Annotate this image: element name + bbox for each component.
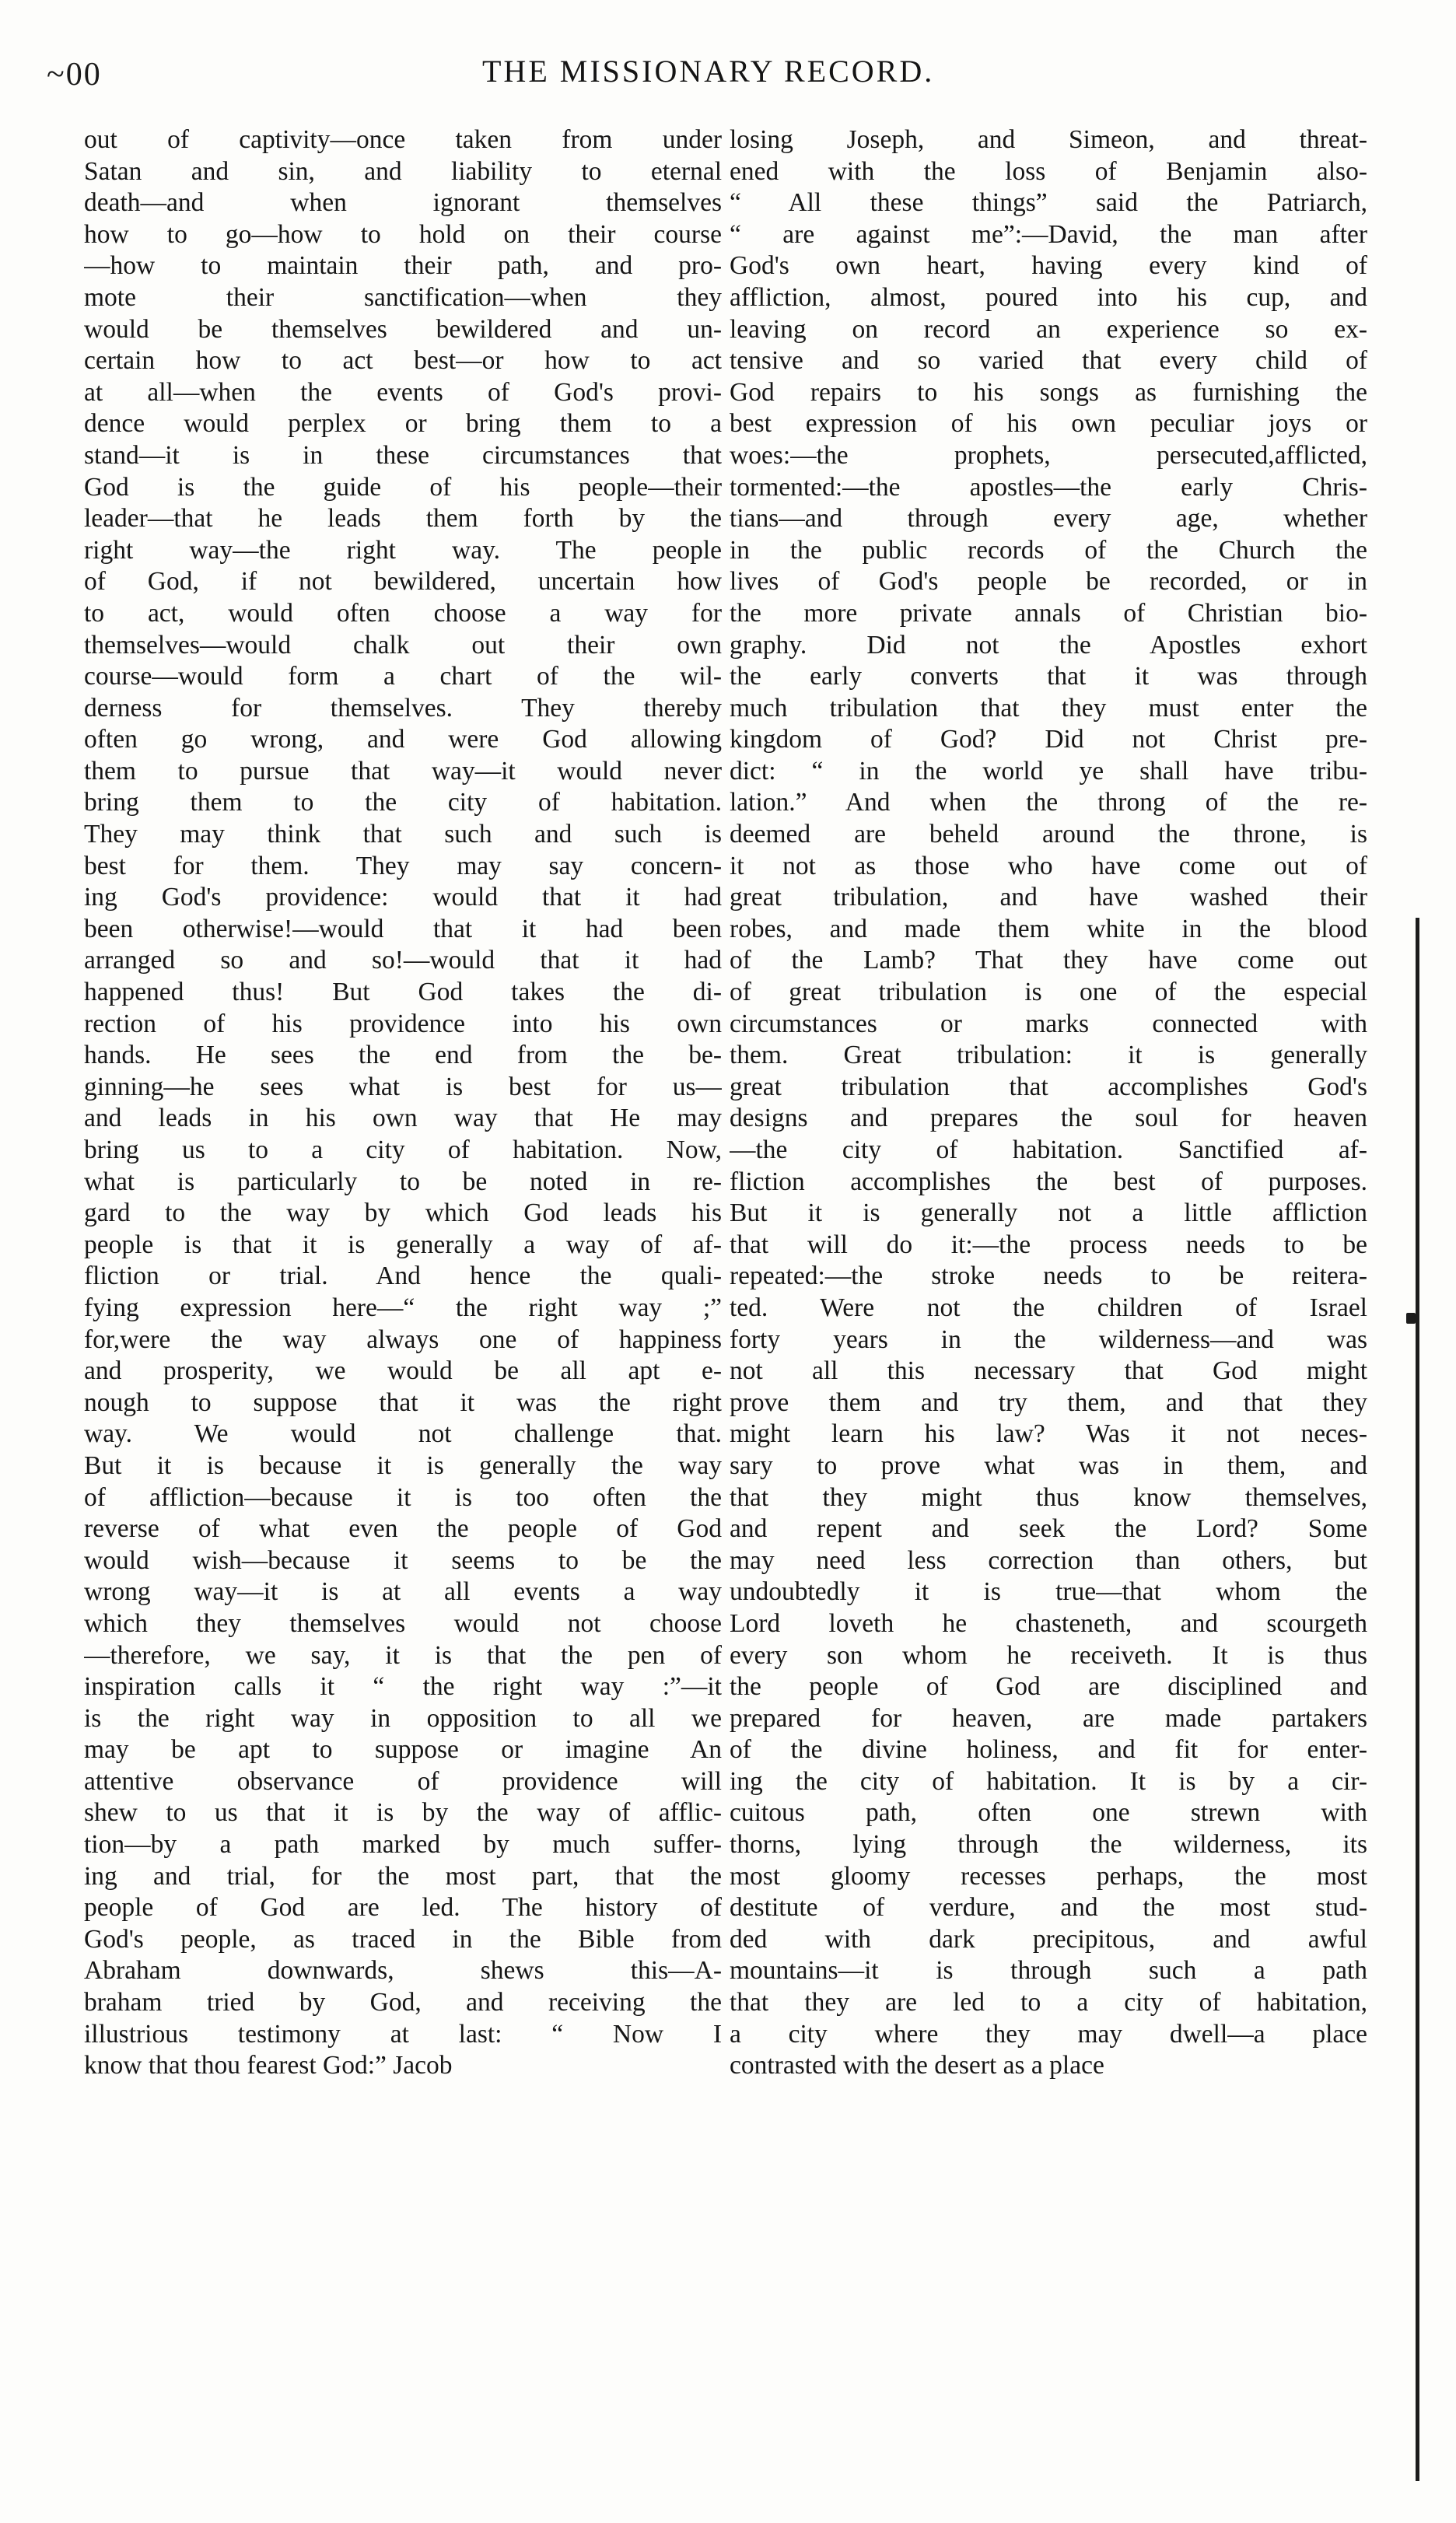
text-line: people of God are led. The history of — [84, 1893, 722, 1923]
text-line: might learn his law? Was it not neces- — [730, 1419, 1367, 1449]
text-line: braham tried by God, and receiving the — [84, 1988, 722, 2017]
text-line: of the divine holiness, and fit for enter- — [730, 1735, 1367, 1765]
text-line: kingdom of God? Did not Christ pre- — [730, 725, 1367, 754]
text-line: the more private annals of Christian bio- — [730, 598, 1367, 628]
text-line: tensive and so varied that every child of — [730, 346, 1367, 376]
text-line: ing the city of habitation. It is by a cir- — [730, 1766, 1367, 1796]
page-edge-mark — [1406, 1313, 1416, 1324]
right-column — [730, 124, 1367, 2395]
text-line: right way—the right way. The people — [84, 535, 722, 565]
text-line: dence would perplex or bring them to a — [84, 409, 722, 439]
text-line: people is that it is generally a way of af- — [84, 1230, 722, 1259]
text-line: what is particularly to be noted in re- — [84, 1167, 722, 1196]
text-line: reverse of what even the people of God — [84, 1514, 722, 1544]
text-line: leader—that he leads them forth by the — [84, 504, 722, 534]
text-line: fliction or trial. And hence the quali- — [84, 1262, 722, 1291]
text-line: God's people, as traced in the Bible from — [84, 1924, 722, 1954]
page-edge-rule — [1416, 918, 1419, 2481]
text-line: losing Joseph, and Simeon, and threat- — [730, 125, 1367, 154]
text-line: ing and trial, for the most part, that the — [84, 1861, 722, 1891]
text-line: often go wrong, and were God allowing — [84, 725, 722, 754]
text-line: tion—by a path marked by much suffer- — [84, 1830, 722, 1860]
text-line: cuitous path, often one strewn with — [730, 1798, 1367, 1828]
text-line: tormented:—the apostles—the early Chris- — [730, 472, 1367, 502]
text-line: of great tribulation is one of the especial — [730, 978, 1367, 1007]
text-line: forty years in the wilderness—and was — [730, 1324, 1367, 1354]
text-line: the people of God are disciplined and — [730, 1672, 1367, 1702]
text-line: of affliction—because it is too often the — [84, 1482, 722, 1512]
text-line: may be apt to suppose or imagine An — [84, 1735, 722, 1765]
running-title: THE MISSIONARY RECORD. — [482, 54, 935, 89]
text-line: great tribulation, and have washed their — [730, 883, 1367, 912]
text-line: that they are led to a city of habitation, — [730, 1988, 1367, 2017]
text-line: to act, would often choose a way for — [84, 598, 722, 628]
text-line: themselves—would chalk out their own — [84, 630, 722, 660]
text-line: God's own heart, having every kind of — [730, 251, 1367, 281]
text-line: “ All these things” said the Patriarch, — [730, 188, 1367, 218]
text-line: designs and prepares the soul for heaven — [730, 1104, 1367, 1133]
text-line: a city where they may dwell—a place — [730, 2019, 1367, 2049]
text-line: rection of his providence into his own — [84, 1009, 722, 1038]
text-line: shew to us that it is by the way of afflic- — [84, 1798, 722, 1828]
text-line: circumstances or marks connected with — [730, 1009, 1367, 1038]
text-line: that will do it:—the process needs to be — [730, 1230, 1367, 1259]
text-line: “ are against me”:—David, the man after — [730, 219, 1367, 249]
text-line: them. Great tribulation: it is generally — [730, 1041, 1367, 1070]
text-line: They may think that such and such is — [84, 820, 722, 849]
text-line: may need less correction than others, but — [730, 1545, 1367, 1575]
text-line: of the Lamb? That they have come out — [730, 946, 1367, 975]
text-line: mountains—it is through such a path — [730, 1956, 1367, 1986]
text-line: repeated:—the stroke needs to be reitera- — [730, 1262, 1367, 1291]
text-line: them to pursue that way—it would never — [84, 756, 722, 786]
text-line: affliction, almost, poured into his cup, and — [730, 282, 1367, 312]
text-line: ted. Were not the children of Israel — [730, 1293, 1367, 1322]
text-line: certain how to act best—or how to act — [84, 346, 722, 376]
text-line: which they themselves would not choose — [84, 1608, 722, 1638]
text-line: best for them. They may say concern- — [84, 851, 722, 880]
text-line: hands. He sees the end from the be- — [84, 1041, 722, 1070]
text-line: prove them and try them, and that they — [730, 1387, 1367, 1417]
text-line: and prosperity, we would be all apt e- — [84, 1356, 722, 1386]
text-line: been otherwise!—would that it had been — [84, 914, 722, 943]
text-line: God repairs to his songs as furnishing the — [730, 377, 1367, 407]
text-line: woes:—the prophets, persecuted,afflicted, — [730, 440, 1367, 470]
text-line: know that thou fearest God:” Jacob — [84, 2051, 453, 2080]
page-number: ~00 — [47, 57, 102, 93]
text-line: tians—and through every age, whether — [730, 504, 1367, 534]
text-line: But it is because it is generally the way — [84, 1450, 722, 1480]
text-line: fliction accomplishes the best of purposes. — [730, 1167, 1367, 1196]
text-line: deemed are beheld around the throne, is — [730, 820, 1367, 849]
text-line: way. We would not challenge that. — [84, 1419, 722, 1449]
text-line: illustrious testimony at last: “ Now I — [84, 2019, 722, 2049]
text-line: for,were the way always one of happiness — [84, 1324, 722, 1354]
text-line: leaving on record an experience so ex- — [730, 314, 1367, 344]
text-line: derness for themselves. They thereby — [84, 693, 722, 723]
text-line: that they might thus know themselves, — [730, 1482, 1367, 1512]
text-line: —the city of habitation. Sanctified af- — [730, 1136, 1367, 1164]
text-line: the early converts that it was through — [730, 662, 1367, 691]
text-line: attentive observance of providence will — [84, 1766, 722, 1796]
text-line: Lord loveth he chasteneth, and scourgeth — [730, 1608, 1367, 1638]
text-line: nough to suppose that it was the right — [84, 1387, 722, 1417]
text-line: arranged so and so!—would that it had — [84, 946, 722, 975]
text-line: not all this necessary that God might — [730, 1356, 1367, 1386]
text-line: dict: “ in the world ye shall have tribu- — [730, 756, 1367, 786]
left-column — [84, 124, 722, 2395]
text-line: —therefore, we say, it is that the pen of — [84, 1640, 722, 1670]
text-line: bring them to the city of habitation. — [84, 788, 722, 817]
text-line: lation.” And when the throng of the re- — [730, 788, 1367, 817]
text-line: and leads in his own way that He may — [84, 1104, 722, 1133]
text-line: stand—it is in these circumstances that — [84, 440, 722, 470]
text-line: every son whom he receiveth. It is thus — [730, 1640, 1367, 1670]
text-line: death—and when ignorant themselves — [84, 188, 722, 218]
text-line: sary to prove what was in them, and — [730, 1450, 1367, 1480]
text-line: at all—when the events of God's provi- — [84, 377, 722, 407]
text-line: contrasted with the desert as a place — [730, 2051, 1104, 2080]
text-line: how to go—how to hold on their course — [84, 219, 722, 249]
text-line: —how to maintain their path, and pro- — [84, 251, 722, 281]
text-line: ing God's providence: would that it had — [84, 883, 722, 912]
text-line: mote their sanctification—when they — [84, 282, 722, 312]
text-line: God is the guide of his people—their — [84, 472, 722, 502]
text-line: of God, if not bewildered, uncertain how — [84, 567, 722, 597]
text-line: ginning—he sees what is best for us— — [84, 1072, 722, 1101]
text-line: graphy. Did not the Apostles exhort — [730, 630, 1367, 660]
text-line: But it is generally not a little affliction — [730, 1199, 1367, 1228]
text-line: inspiration calls it “ the right way :”—it — [84, 1672, 722, 1702]
text-line: prepared for heaven, are made partakers — [730, 1703, 1367, 1733]
text-line: happened thus! But God takes the di- — [84, 978, 722, 1007]
text-line: thorns, lying through the wilderness, its — [730, 1830, 1367, 1860]
text-line: great tribulation that accomplishes God's — [730, 1072, 1367, 1101]
text-line: is the right way in opposition to all we — [84, 1703, 722, 1733]
text-line: Satan and sin, and liability to eternal — [84, 156, 722, 186]
text-line: bring us to a city of habitation. Now, — [84, 1136, 722, 1164]
text-line: lives of God's people be recorded, or in — [730, 567, 1367, 597]
text-line: gard to the way by which God leads his — [84, 1199, 722, 1228]
text-line: it not as those who have come out of — [730, 851, 1367, 880]
text-line: ded with dark precipitous, and awful — [730, 1924, 1367, 1954]
text-line: would be themselves bewildered and un- — [84, 314, 722, 344]
text-line: wrong way—it is at all events a way — [84, 1577, 722, 1607]
text-line: fying expression here—“ the right way ;” — [84, 1293, 722, 1322]
text-line: undoubtedly it is true—that whom the — [730, 1577, 1367, 1607]
page-header — [47, 53, 1338, 100]
text-line: best expression of his own peculiar joys or — [730, 409, 1367, 439]
text-line: destitute of verdure, and the most stud- — [730, 1893, 1367, 1923]
text-line: and repent and seek the Lord? Some — [730, 1514, 1367, 1544]
text-line: robes, and made them white in the blood — [730, 914, 1367, 943]
text-line: much tribulation that they must enter the — [730, 693, 1367, 723]
text-line: course—would form a chart of the wil- — [84, 662, 722, 691]
text-line: Abraham downwards, shews this—A- — [84, 1956, 722, 1986]
text-line: in the public records of the Church the — [730, 535, 1367, 565]
text-line: out of captivity—once taken from under — [84, 125, 722, 154]
text-line: most gloomy recesses perhaps, the most — [730, 1861, 1367, 1891]
text-line: would wish—because it seems to be the — [84, 1545, 722, 1575]
text-line: ened with the loss of Benjamin also- — [730, 156, 1367, 186]
